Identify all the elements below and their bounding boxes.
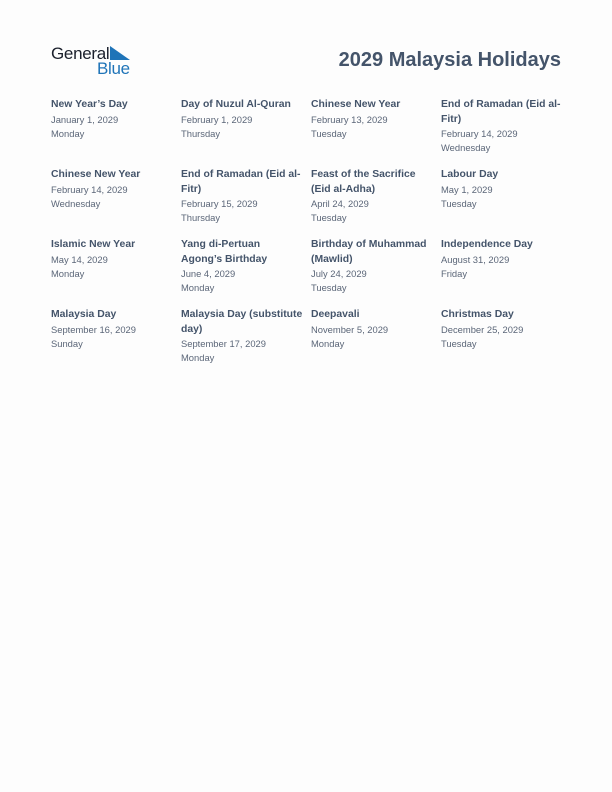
- holiday-weekday: Thursday: [181, 127, 221, 139]
- holiday-date: June 4, 2029: [181, 268, 236, 279]
- holiday-item: [311, 238, 433, 295]
- holiday-item: [181, 238, 303, 295]
- holiday-item: [51, 308, 173, 351]
- holiday-item: [441, 308, 563, 351]
- holiday-name: Birthday of Muhammad (Mawlid): [311, 239, 427, 265]
- holiday-item: [51, 238, 173, 281]
- holiday-name: Malaysia Day: [51, 309, 117, 320]
- holiday-weekday: Monday: [51, 127, 85, 139]
- holiday-item: [181, 98, 303, 141]
- holiday-date: February 15, 2029: [181, 198, 258, 209]
- holiday-name: Independence Day: [441, 239, 533, 250]
- holiday-name: Chinese New Year: [51, 169, 141, 180]
- holiday-date: September 16, 2029: [51, 323, 136, 335]
- holiday-date: July 24, 2029: [311, 268, 367, 279]
- holiday-date: December 25, 2029: [441, 323, 524, 335]
- holiday-weekday: Monday: [181, 352, 215, 363]
- holiday-weekday: Thursday: [181, 212, 221, 223]
- holiday-name: Feast of the Sacrifice (Eid al-Adha): [311, 169, 416, 195]
- holiday-date: February 1, 2029: [181, 113, 253, 125]
- holiday-item: [51, 168, 173, 211]
- holiday-date: April 24, 2029: [311, 198, 369, 209]
- holiday-item: [441, 98, 563, 155]
- holiday-weekday: Monday: [181, 282, 215, 293]
- holiday-name: Labour Day: [441, 169, 499, 180]
- holiday-name: Islamic New Year: [51, 239, 136, 250]
- holiday-name: Yang di-Pertuan Agong’s Birthday: [181, 239, 268, 265]
- holiday-weekday: Tuesday: [311, 282, 347, 293]
- holiday-date: January 1, 2029: [51, 113, 119, 125]
- holiday-weekday: Monday: [311, 337, 345, 349]
- generalblue-logo: [51, 44, 141, 78]
- page-title: 2029 Malaysia Holidays: [338, 49, 561, 71]
- holiday-item: [51, 98, 173, 141]
- holiday-item: [311, 98, 433, 141]
- holiday-item: [311, 308, 433, 351]
- holiday-name: Christmas Day: [441, 309, 514, 320]
- holiday-name: End of Ramadan (Eid al-Fitr): [181, 169, 301, 195]
- holiday-date: May 14, 2029: [51, 253, 108, 265]
- holiday-name: Malaysia Day (substitute day): [181, 309, 303, 335]
- holiday-item: [181, 168, 303, 225]
- holiday-weekday: Tuesday: [441, 337, 477, 349]
- holiday-weekday: Friday: [441, 267, 468, 279]
- holiday-name: Day of Nuzul Al-Quran: [181, 99, 291, 110]
- holiday-weekday: Wednesday: [441, 142, 491, 153]
- holiday-weekday: Tuesday: [311, 127, 347, 139]
- holiday-item: [441, 168, 563, 211]
- holiday-date: February 14, 2029: [441, 128, 518, 139]
- holiday-item: [181, 308, 303, 365]
- holiday-date: September 17, 2029: [181, 338, 266, 349]
- holiday-name: Deepavali: [311, 309, 360, 320]
- holiday-date: February 14, 2029: [51, 183, 128, 195]
- holiday-date: February 13, 2029: [311, 113, 388, 125]
- holiday-date: November 5, 2029: [311, 323, 389, 335]
- holiday-weekday: Tuesday: [311, 212, 347, 223]
- logo-word-blue: Blue: [97, 59, 130, 78]
- holiday-name: End of Ramadan (Eid al-Fitr): [441, 99, 561, 125]
- holiday-weekday: Monday: [51, 267, 85, 279]
- holiday-item: [441, 238, 563, 281]
- holiday-name: New Year’s Day: [51, 99, 128, 110]
- holiday-date: May 1, 2029: [441, 183, 493, 195]
- holiday-weekday: Wednesday: [51, 197, 101, 209]
- holiday-name: Chinese New Year: [311, 99, 401, 110]
- logo-triangle-icon: [110, 46, 130, 60]
- holiday-date: August 31, 2029: [441, 253, 510, 265]
- holiday-weekday: Tuesday: [441, 197, 477, 209]
- logo-word-general: General: [51, 44, 110, 63]
- holiday-item: [311, 168, 433, 225]
- holiday-weekday: Sunday: [51, 337, 83, 349]
